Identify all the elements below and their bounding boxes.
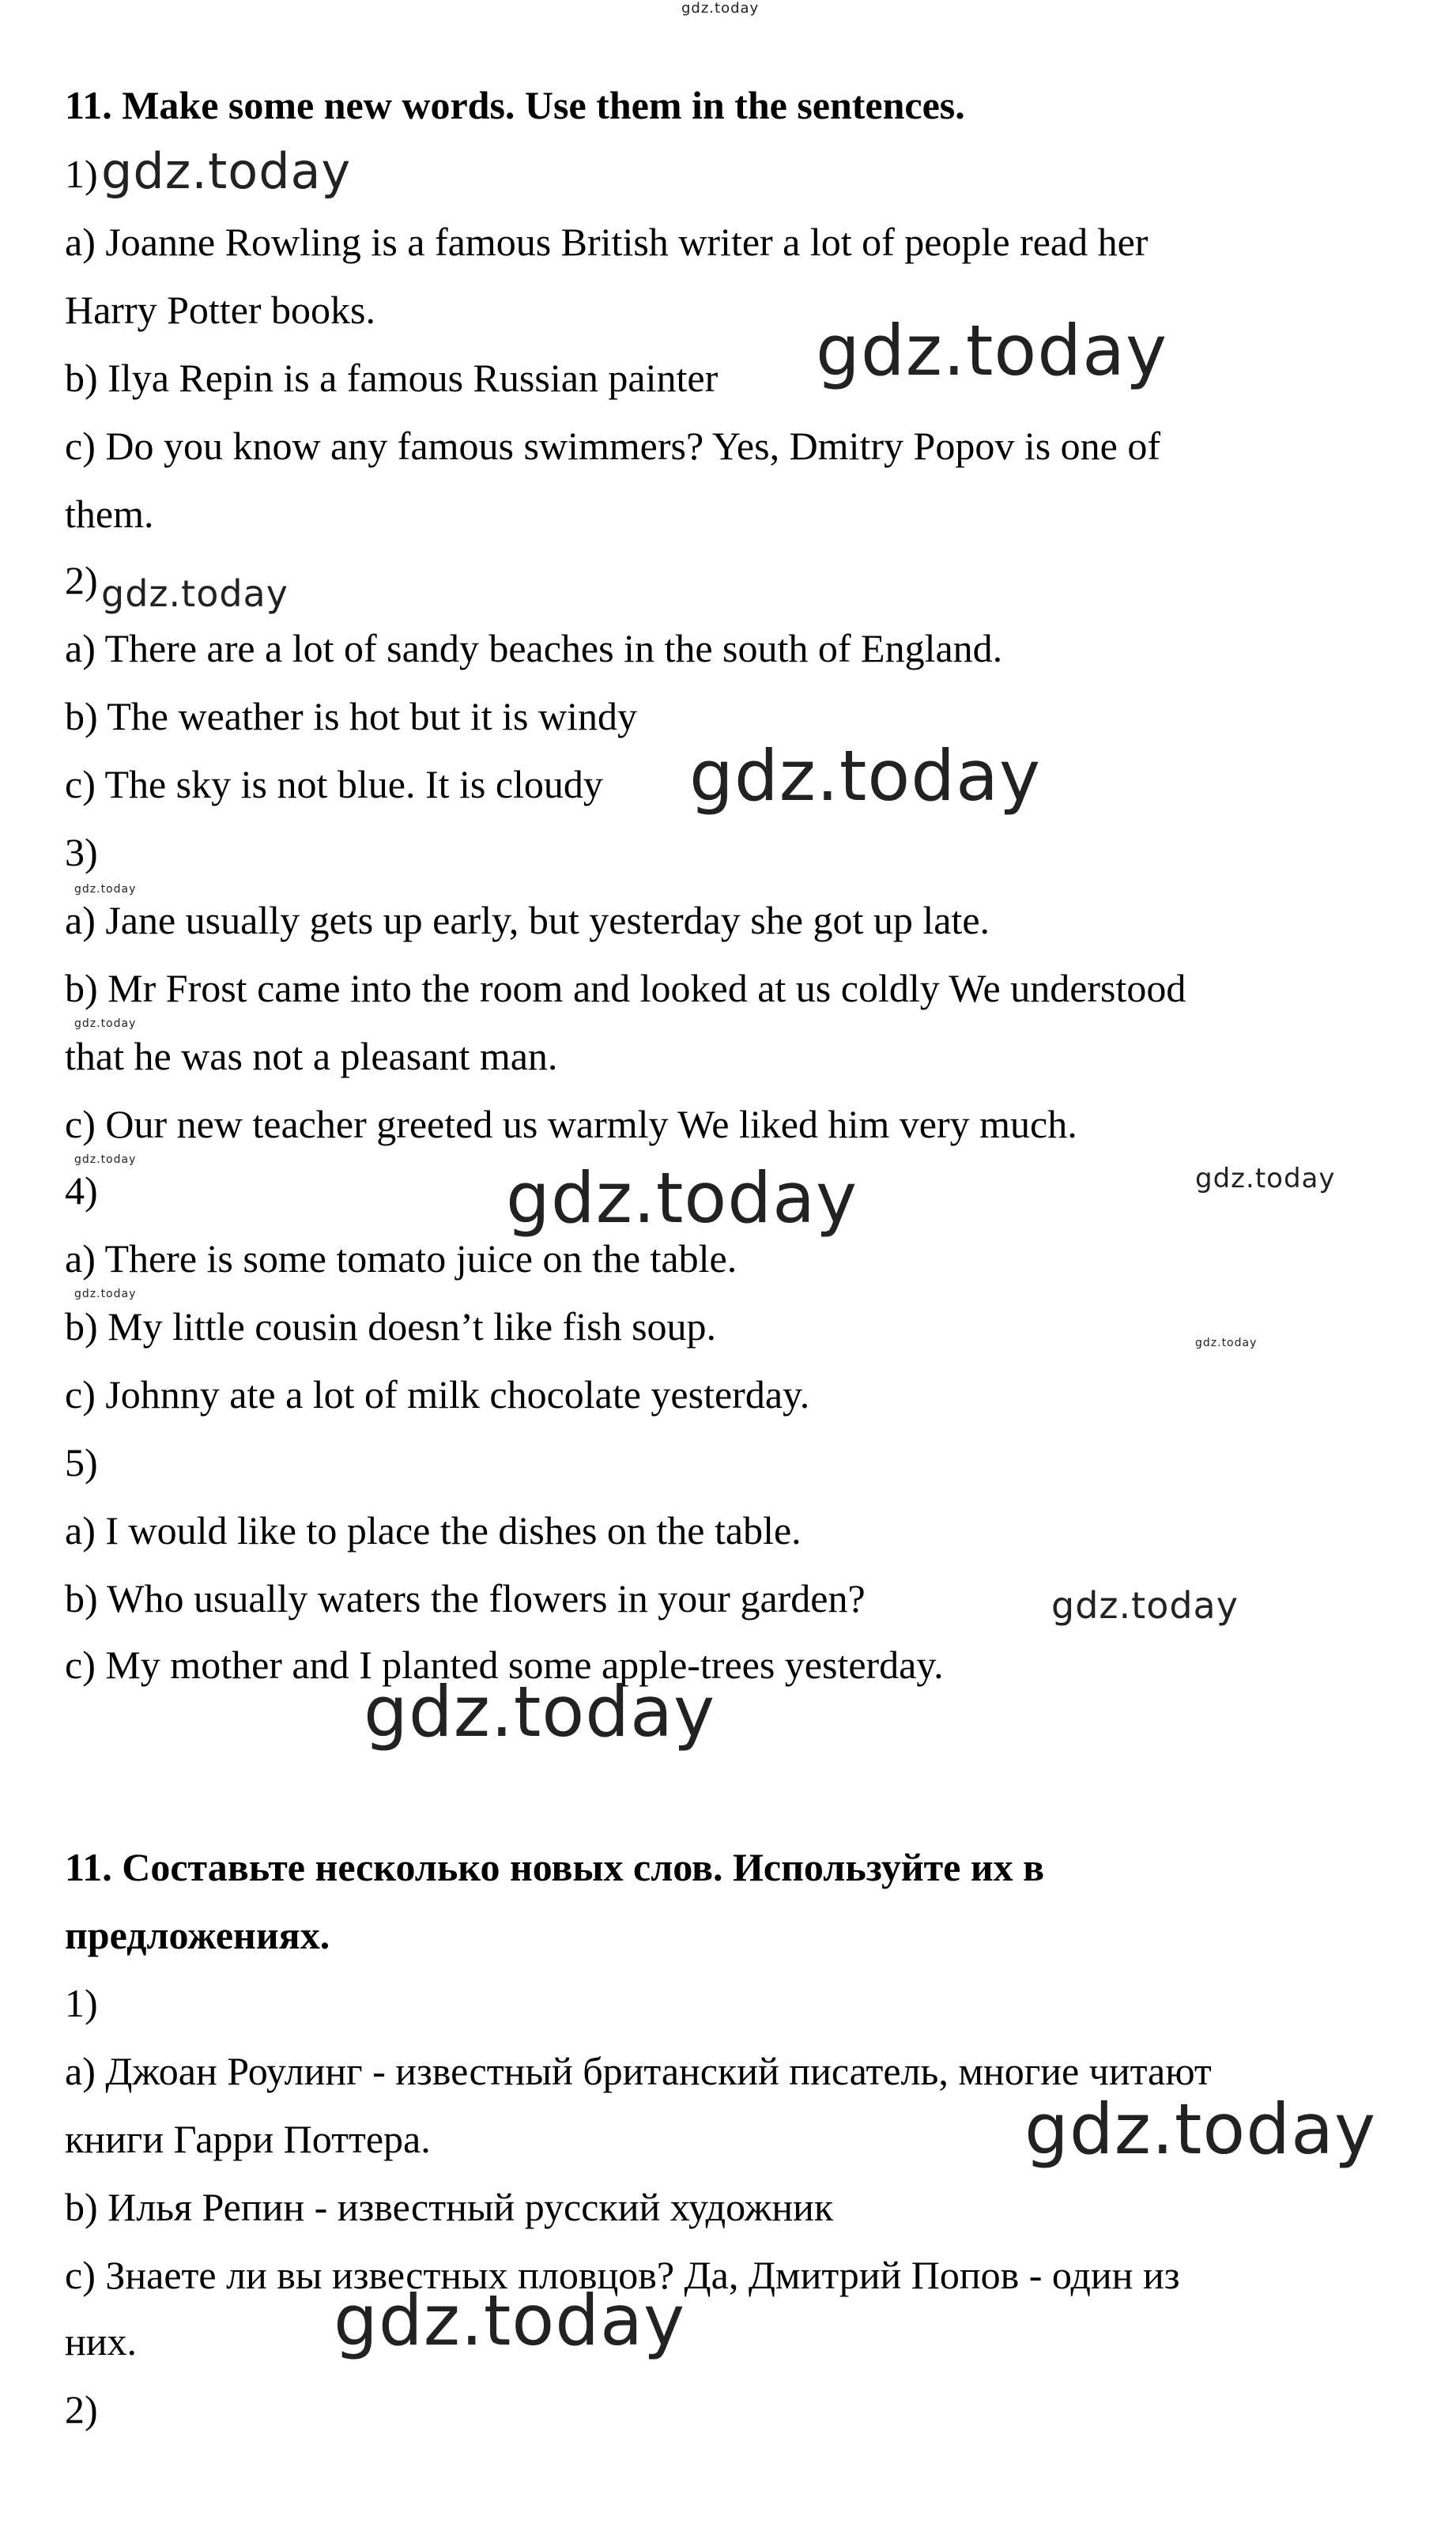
russian-heading-line1: 11. Составьте несколько новых слов. Используйте их в — [65, 1845, 1045, 1889]
russian-item-number-1: 1) — [65, 1981, 98, 2025]
english-sentence-4b: b) My little cousin doesn’t like fish soup. — [65, 1304, 717, 1349]
english-sentence-2a: a) There are a lot of sandy beaches in the south of England. — [65, 626, 1003, 670]
english-sentence-4a: a) There is some tomato juice on the table. — [65, 1236, 737, 1281]
english-sentence-3a: a) Jane usually gets up early, but yesterday she got up late. — [65, 898, 990, 942]
english-sentence-5b: b) Who usually waters the flowers in your garden? — [65, 1576, 866, 1620]
english-sentence-3b-cont: that he was not a pleasant man. — [65, 1034, 558, 1078]
russian-sentence-1b: b) Илья Репин - известный русский художник — [65, 2185, 834, 2229]
english-sentence-4c: c) Johnny ate a lot of milk chocolate yesterday. — [65, 1372, 810, 1417]
watermark: gdz.today — [681, 0, 760, 17]
russian-item-number-2: 2) — [65, 2387, 98, 2432]
watermark: gdz.today — [506, 1157, 858, 1239]
english-sentence-5c: c) My mother and I planted some apple-trees yesterday. — [65, 1643, 944, 1687]
watermark: gdz.today — [1051, 1584, 1239, 1627]
english-item-number-2: 2) — [65, 558, 98, 602]
russian-sentence-1a-cont: книги Гарри Поттера. — [65, 2117, 431, 2161]
english-item-number-5: 5) — [65, 1440, 98, 1485]
russian-sentence-1a: a) Джоан Роулинг - известный британский писатель, многие читают — [65, 2049, 1212, 2093]
watermark: gdz.today — [364, 1671, 716, 1752]
english-item-number-3: 3) — [65, 830, 98, 874]
english-sentence-3c: c) Our new teacher greeted us warmly We liked him very much. — [65, 1102, 1077, 1146]
watermark: gdz.today — [689, 735, 1042, 817]
english-sentence-5a: a) I would like to place the dishes on the table. — [65, 1508, 802, 1553]
english-item-number-4: 4) — [65, 1168, 98, 1213]
watermark: gdz.today — [1024, 2088, 1377, 2170]
watermark: gdz.today — [74, 1017, 137, 1030]
english-sentence-1a-cont: Harry Potter books. — [65, 288, 375, 332]
watermark: gdz.today — [74, 883, 137, 896]
english-item-number-1: 1) — [65, 152, 98, 196]
watermark: gdz.today — [101, 572, 289, 615]
russian-heading-line2: предложениях. — [65, 1913, 330, 1957]
english-sentence-3b: b) Mr Frost came into the room and looked at us coldly We understood — [65, 966, 1186, 1010]
watermark: gdz.today — [74, 1153, 137, 1166]
russian-sentence-1c-cont: них. — [65, 2319, 138, 2364]
english-sentence-2b: b) The weather is hot but it is windy — [65, 694, 637, 738]
watermark: gdz.today — [1195, 1163, 1336, 1194]
english-sentence-1a: a) Joanne Rowling is a famous British writer a lot of people read her — [65, 220, 1149, 264]
english-sentence-1c-cont: them. — [65, 492, 154, 536]
watermark: gdz.today — [101, 142, 352, 200]
watermark: gdz.today — [334, 2280, 686, 2361]
watermark: gdz.today — [1195, 1337, 1258, 1349]
english-heading: 11. Make some new words. Use them in the sentences. — [65, 83, 965, 127]
english-sentence-1b: b) Ilya Repin is a famous Russian painter — [65, 356, 719, 400]
english-sentence-1c: c) Do you know any famous swimmers? Yes, Dmitry Popov is one of — [65, 424, 1161, 468]
watermark: gdz.today — [816, 310, 1168, 391]
russian-sentence-1c: c) Знаете ли вы известных пловцов? Да, Дмитрий Попов - один из — [65, 2253, 1180, 2297]
english-sentence-2c: c) The sky is not blue. It is cloudy — [65, 762, 603, 806]
watermark: gdz.today — [74, 1288, 137, 1300]
